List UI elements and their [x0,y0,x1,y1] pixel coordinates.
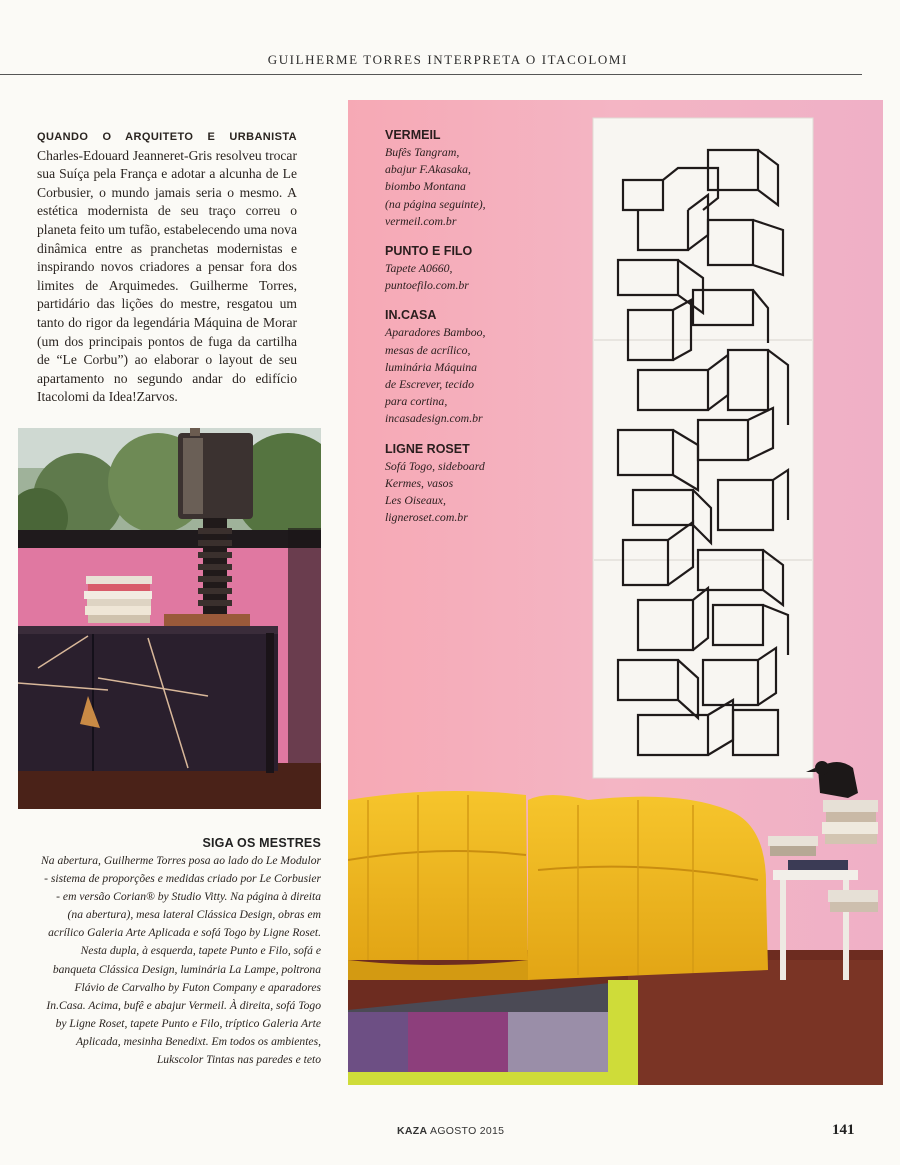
credit-in-casa [385,308,585,427]
credit-line: ligneroset.com.br [385,510,468,525]
credit-brand: LIGNE ROSET [385,441,470,456]
footer-magazine [397,1125,504,1137]
credit-line: mesas de acrílico, [385,342,471,357]
credit-punto-e-filo [385,244,585,294]
caption-title: SIGA OS MESTRES [202,836,321,850]
supplier-credits [385,128,585,540]
credit-brand: PUNTO E FILO [385,244,473,259]
credit-line: vermeil.com.br [385,213,457,228]
credit-line: Sofá Togo, sideboard [385,458,485,473]
credit-line: Kermes, vasos [385,475,454,490]
intro-body: Charles-Edouard Jeanneret-Gris resolveu trocar sua Suíça pela França e adotar a alcunha de Le Corbusier, o mundo jamais seria o mesmo. A estética modernista de seu traço correu o planeta feito um tufão, estabelecendo uma nova dinâmica entre as pranchetas modernistas e inspirando novos criadores a pensar fora dos limites de Arquimedes. Guilherme Torres, partidário das lições do mestre, resgatou um tanto do rigor da legendária Máquina de Morar (um dos principais pontos de fuga da cartilha de “Le Corbu”) ao elaborar o layout de seu apartamento no segundo andar do edifício Itacolomi da Idea!Zarvos. [37,147,297,405]
header-rule [0,74,862,75]
credit-line: biombo Montana [385,179,466,194]
credit-line: Tapete A0660, [385,261,453,276]
credit-line: (na página seguinte), [385,196,486,211]
magazine-name: KAZA [397,1125,428,1137]
intro-paragraph [37,127,297,407]
sideboard-photo [18,428,321,809]
credit-line: luminária Máquina [385,359,478,374]
page-number: 141 [832,1122,855,1138]
credit-line: puntoefilo.com.br [385,278,469,293]
credit-vermeil [385,128,585,230]
issue-date: AGOSTO 2015 [430,1125,505,1137]
credit-line: incasadesign.com.br [385,411,483,426]
credit-brand: IN.CASA [385,308,437,323]
credit-line: Les Oiseaux, [385,493,446,508]
sideboard-photo-illustration [18,428,321,809]
credit-line: para cortina, [385,394,448,409]
credit-line: Bufês Tangram, [385,145,460,159]
credit-ligne-roset [385,442,585,527]
credit-brand: VERMEIL [385,128,441,142]
caption-text: Na abertura, Guilherme Torres posa ao lado do Le Modulor - sistema de proporções e medidas criado por Le Corbusier - em versão Corian® by Studio Vitty. Na página à direita (na abertura), mesa lateral Clássica Design, obras em acrílico Galeria Arte Aplicada e sofá Togo by Ligne Roset. Nesta dupla, à esquerda, tapete Punto e Filo, sofá e banqueta Clássica Design, luminária La Lampe, poltrona Flávio de Carvalho by Futon Company e aparadores In.Casa. Acima, bufê e abajur Vermeil. À direita, sofá Togo by Ligne Roset, tapete Punto e Filo, tríptico Galeria Arte Aplicada, mesinha Benedixt. Em todos os ambientes, Lukscolor Tintas nas paredes e teto [41,854,321,1067]
credit-line: Aparadores Bamboo, [385,325,486,340]
credit-line: de Escrever, tecido [385,377,474,392]
intro-lead: QUANDO O ARQUITETO E URBANISTA [37,131,297,143]
running-header: GUILHERME TORRES INTERPRETA O ITACOLOMI [267,52,628,67]
credit-line: abajur F.Akasaka, [385,162,471,177]
